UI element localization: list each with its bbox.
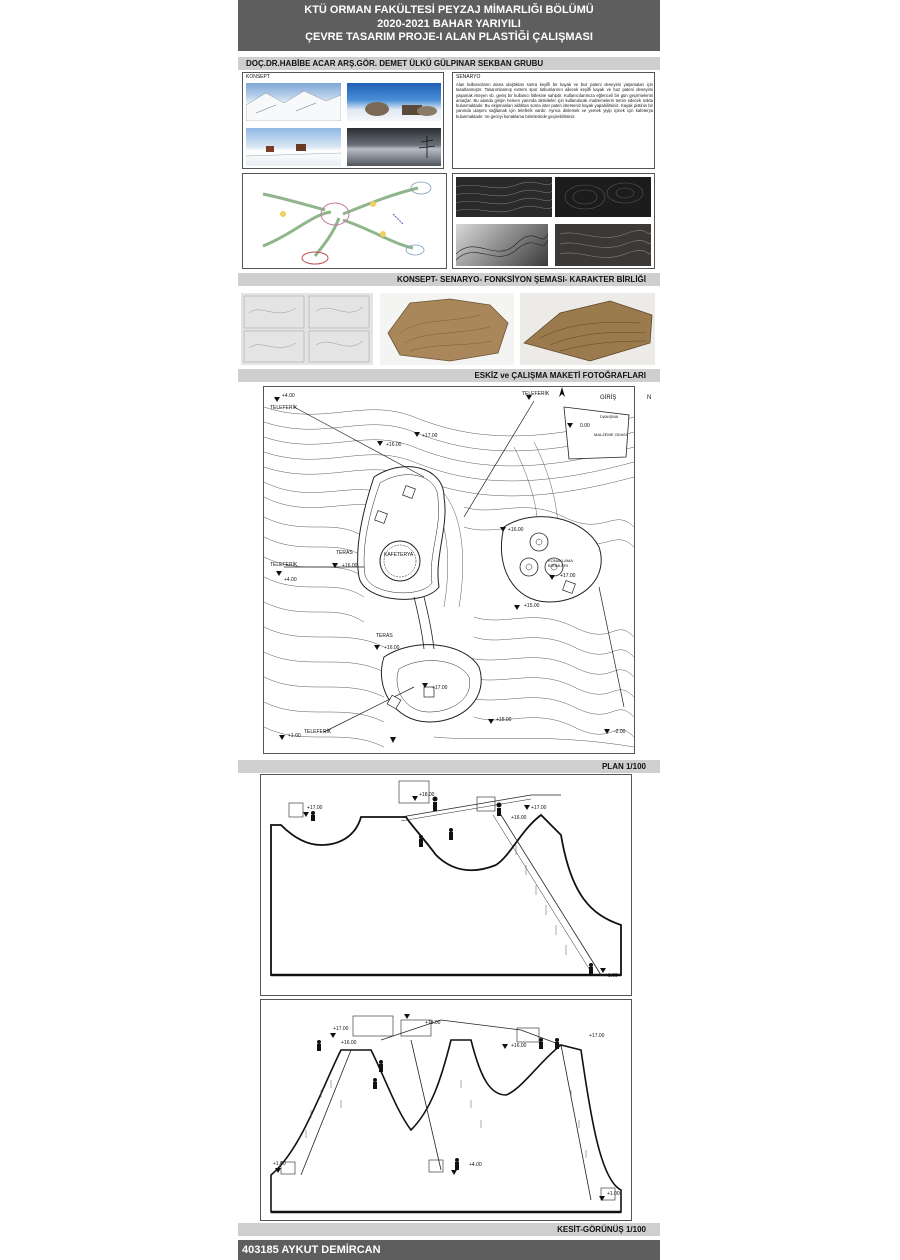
section2-elev-400: +4.00 <box>469 1162 482 1168</box>
scenario-frame <box>452 72 655 169</box>
texture-photo-2 <box>555 177 651 217</box>
title-line-2: 2020-2021 BAHAR YARIYILI <box>377 17 521 30</box>
plan-label-konaklama: KONAKLAMA BİRİMLERİ <box>548 558 573 568</box>
plan-elev-1700-a: +17.00 <box>422 433 438 439</box>
scenario-text: Alan kullanıcıların alana ulaştıktan sonra keyifli bir kayak ve buz pateni deneyimi yaşamaları için tasarlanmıştır. Tasarımlanmış extrem spor tutkunlarının ailecek keyifli kayak ve buz pateni deneyimi yaşamak isteyen vb. geniş bir kullanıcı kitlesine sahiptir. Kullanıcılarımıza eğlenceli bir gün geçirmelerini amaçlar. Bu alanda girişin hemen yanında aktiviteler için kullanılacak malzemelerin temin edecek nokta bulunmaktadır. Bu ekipmanları aldıktan sonra ister paten isterseniz kayak yapabilirsiniz. Kayak pistinin bir yanında ulaşımı sağlamak için teleferik vardır. Ayrıca dinlemek ve yemek yiyip içmek için kafeterya bulunmaktadır. Ve geceyi konaklama birimlerinde geçirebilirsiniz. <box>456 82 653 119</box>
title-band <box>238 0 660 51</box>
plan-label-teleferik-4: TELEFERİK <box>304 729 332 735</box>
plan-label-teleferik-2: TELEFERİK <box>522 391 550 397</box>
plan-label-teleferik-1: TELEFERİK <box>270 405 298 411</box>
texture-photo-3 <box>456 224 548 266</box>
concept-photo-ski-slope <box>246 83 341 121</box>
character-frame <box>452 173 655 269</box>
plan-label-kafeterya: KAFETERYA <box>384 552 414 558</box>
plan-drawing <box>264 387 634 753</box>
concept-photo-snow-field <box>246 128 341 166</box>
plan-elev-400-b: +4.00 <box>284 577 297 583</box>
plan-band: PLAN 1/100 <box>238 760 660 773</box>
section2-elev-100-left: +1.00 <box>273 1161 286 1167</box>
section2-elev-1700-left: +17.00 <box>333 1026 349 1032</box>
section2-elev-1700-right: +17.00 <box>589 1033 605 1039</box>
plan-label-malzeme: MALZEME ODASI <box>594 432 627 437</box>
scenario-label: SENARYO <box>456 74 481 80</box>
section-frame-1 <box>260 774 632 996</box>
texture-photo-4 <box>555 224 651 266</box>
title-line-1: KTÜ ORMAN FAKÜLTESİ PEYZAJ MİMARLIĞI BÖLÜMÜ <box>304 4 594 16</box>
ski-slope-sketch <box>246 83 341 121</box>
section1-elev-1600: +16.00 <box>511 815 527 821</box>
section-band: KESİT-GÖRÜNÜŞ 1/100 <box>238 1223 660 1236</box>
plan-elev-1700-b: +17.00 <box>560 573 576 579</box>
texture-photo-1 <box>456 177 552 217</box>
concept-frame <box>242 72 444 169</box>
function-scheme-frame <box>242 173 447 269</box>
model-2-shape <box>520 293 655 365</box>
north-arrow-label: N <box>647 395 652 401</box>
plan-elev-100: +1.00 <box>288 733 301 739</box>
concept-photo-cabins <box>347 83 441 121</box>
plan-elev-1600-c: +16.00 <box>342 563 358 569</box>
plan-elev-1600-d: +16.00 <box>384 645 400 651</box>
plan-label-teras-1: TERAS <box>336 550 353 556</box>
plan-label-danisma: DANIŞMA <box>600 414 619 419</box>
plan-elev-entry: 0.00 <box>580 423 590 429</box>
section-2-drawing <box>261 1000 631 1220</box>
plan-elev-1500-b: +15.00 <box>496 717 512 723</box>
plan-frame <box>263 386 652 754</box>
snow-field-sketch <box>246 128 341 166</box>
section-frame-2 <box>260 999 632 1221</box>
student-footer: 403185 AYKUT DEMİRCAN <box>238 1240 660 1260</box>
section1-elev-100: +1.00 <box>605 973 618 979</box>
cabins-sketch <box>347 83 441 121</box>
model-photo-2 <box>520 293 655 365</box>
sketch-photo <box>241 293 373 365</box>
section1-elev-1700-left: +17.00 <box>307 805 323 811</box>
concept-photo-night-lake <box>347 128 441 166</box>
section2-elev-100-right: +1.00 <box>607 1191 620 1197</box>
poster <box>238 0 660 1260</box>
advisors-band: DOÇ.DR.HABİBE ACAR ARŞ.GÖR. DEMET ÜLKÜ GÜLPINAR SEKBAN GRUBU <box>238 57 660 70</box>
plan-label-teleferik-3: TELEFERİK <box>270 562 298 568</box>
texture-3-lines <box>456 224 548 266</box>
plan-label-teras-2: TERAS <box>376 633 393 639</box>
night-lake-sketch <box>347 128 441 166</box>
plan-elev-1500-a: +15.00 <box>524 603 540 609</box>
section2-elev-1600-right: +16.00 <box>511 1043 527 1049</box>
plan-elev-1600-b: +16.00 <box>508 527 524 533</box>
plan-elev-top-left: +4.00 <box>282 393 295 399</box>
function-scheme-diagram <box>243 174 446 268</box>
texture-2-lines <box>555 177 651 217</box>
sketch-models-band: ESKİZ ve ÇALIŞMA MAKETİ FOTOĞRAFLARI <box>238 369 660 382</box>
texture-4-lines <box>555 224 651 266</box>
section1-elev-1800: +18.00 <box>419 792 435 798</box>
plan-label-giris: GİRİŞ <box>600 395 617 401</box>
texture-1-lines <box>456 177 552 217</box>
concept-scheme-band: KONSEPT- SENARYO- FONKSİYON ŞEMASI- KARAKTER BİRLİĞİ <box>238 273 660 286</box>
section1-elev-1700-right: +17.00 <box>531 805 547 811</box>
plan-elev-1600-a: +16.00 <box>386 442 402 448</box>
plan-elev-1700-c: +17.00 <box>432 685 448 691</box>
concept-label: KONSEPT <box>246 74 270 80</box>
section2-elev-1800: +18.00 <box>425 1020 441 1026</box>
model-photo-1 <box>380 293 514 365</box>
sketch-lines <box>241 293 373 365</box>
title-line-3: ÇEVRE TASARIM PROJE-I ALAN PLASTİĞİ ÇALIŞMASI <box>305 31 593 43</box>
section2-elev-1600-left: +16.00 <box>341 1040 357 1046</box>
plan-elev-minus-200: -2.00 <box>614 729 626 735</box>
model-1-shape <box>380 293 514 365</box>
